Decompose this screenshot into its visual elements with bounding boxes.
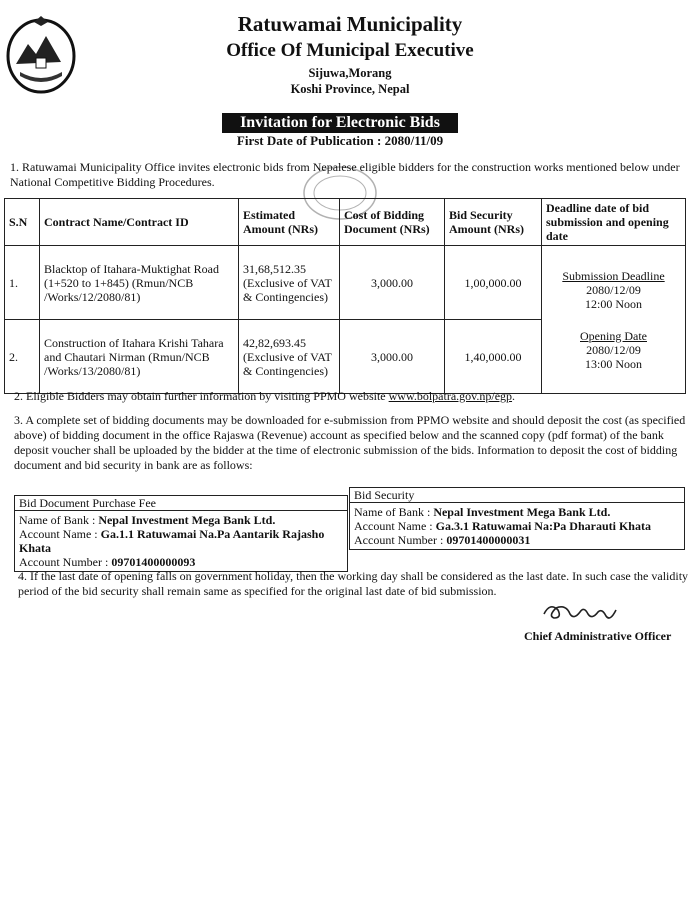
bank-security-number-label: Account Number : bbox=[354, 533, 444, 547]
row-security: 1,40,000.00 bbox=[445, 320, 542, 394]
row-security: 1,00,000.00 bbox=[445, 246, 542, 320]
row-cost: 3,000.00 bbox=[340, 246, 445, 320]
bank-fee-box bbox=[14, 495, 348, 572]
bank-fee-account-value: Ga.1.1 Ratuwamai Na.Pa Aantarik Rajasho Khata bbox=[19, 527, 325, 555]
col-contract: Contract Name/Contract ID bbox=[40, 199, 239, 246]
address-line-1: Sijuwa,Morang bbox=[308, 66, 392, 80]
opening-date: 2080/12/09 bbox=[586, 342, 641, 357]
paragraph-1: 1. Ratuwamai Municipality Office invites electronic bids from Nepalese eligible bidders for the construction works mentioned below under National Competitive Bidding Procedures. bbox=[10, 160, 680, 189]
paragraph-3: 3. A complete set of bidding documents may be downloaded for e-submission from PPMO website and should deposit the cost (as specified above) of bidding document in the office Rajaswa (Revenue) account as specified below and the scanned copy (pdf format) of the bank deposit voucher shall be uploaded by the bidder at the time of electronic submission of the bids. Information to deposit the cost of bidding document and bid security in bank are as follows: bbox=[14, 413, 686, 472]
bids-table bbox=[4, 198, 686, 394]
bank-fee-account-label: Account Name : bbox=[19, 527, 98, 541]
paragraph-2-end: . bbox=[512, 389, 516, 403]
publication-date: First Date of Publication : 2080/11/09 bbox=[236, 133, 444, 148]
paragraph-2 bbox=[14, 389, 690, 404]
row-estimate: 31,68,512.35 (Exclusive of VAT & Contingencies) bbox=[239, 246, 340, 320]
table-header-row bbox=[5, 199, 686, 246]
row-estimate: 42,82,693.45 (Exclusive of VAT & Contingencies) bbox=[239, 320, 340, 394]
office-name: Office Of Municipal Executive bbox=[226, 40, 474, 61]
bank-security-box bbox=[349, 487, 685, 550]
deadline-cell bbox=[542, 246, 686, 394]
paragraph-4: 4. If the last date of opening falls on government holiday, then the working day shall be considered as the last date. In such case the validity period of the bid security shall remain same as specified for the original last date of bid submission. bbox=[18, 569, 689, 598]
row-contract-name: Blacktop of Itahara-Muktighat Road (1+520 to 1+845) (Rmun/NCB /Works/12/2080/81) bbox=[40, 246, 239, 320]
col-estimate: Estimated Amount (NRs) bbox=[239, 199, 340, 246]
col-security: Bid Security Amount (NRs) bbox=[445, 199, 542, 246]
opening-time: 13:00 Noon bbox=[585, 356, 642, 371]
col-cost: Cost of Bidding Document (NRs) bbox=[340, 199, 445, 246]
paragraph-2-text: 2. Eligible Bidders may obtain further information by visiting PPMO website bbox=[14, 389, 386, 403]
ppmo-link[interactable]: www.bolpatra.gov.np/egp bbox=[388, 389, 513, 403]
bank-security-bank-value: Nepal Investment Mega Bank Ltd. bbox=[433, 505, 611, 519]
submission-time: 12:00 Noon bbox=[585, 296, 642, 311]
submission-date: 2080/12/09 bbox=[586, 282, 641, 297]
row-contract-name: Construction of Itahara Krishi Tahara and Chautari Nirman (Rmun/NCB /Works/13/2080/81) bbox=[40, 320, 239, 394]
bank-fee-heading: Bid Document Purchase Fee bbox=[15, 496, 347, 511]
opening-label: Opening Date bbox=[580, 328, 647, 343]
col-deadline: Deadline date of bid submission and opening date bbox=[542, 199, 686, 246]
row-sn: 1. bbox=[5, 246, 40, 320]
col-sn: S.N bbox=[5, 199, 40, 246]
signatory-title: Chief Administrative Officer bbox=[524, 629, 672, 643]
bank-fee-bank-value: Nepal Investment Mega Bank Ltd. bbox=[98, 513, 276, 527]
row-cost: 3,000.00 bbox=[340, 320, 445, 394]
bank-security-account-value: Ga.3.1 Ratuwamai Na:Pa Dharauti Khata bbox=[435, 519, 651, 533]
bank-security-heading: Bid Security bbox=[350, 488, 684, 503]
address-line-2: Koshi Province, Nepal bbox=[290, 82, 410, 96]
notice-title: Invitation for Electronic Bids bbox=[222, 113, 458, 133]
signature bbox=[540, 600, 620, 624]
bank-security-bank-label: Name of Bank : bbox=[354, 505, 431, 519]
bank-fee-bank-label: Name of Bank : bbox=[19, 513, 96, 527]
org-name: Ratuwamai Municipality bbox=[237, 12, 463, 36]
bank-security-number-value: 09701400000031 bbox=[446, 533, 531, 547]
row-sn: 2. bbox=[5, 320, 40, 394]
municipality-emblem bbox=[6, 14, 76, 96]
bank-security-account-label: Account Name : bbox=[354, 519, 433, 533]
submission-label: Submission Deadline bbox=[562, 268, 665, 283]
bank-fee-number-label: Account Number : bbox=[19, 555, 109, 569]
bank-fee-number-value: 09701400000093 bbox=[111, 555, 196, 569]
table-row bbox=[5, 246, 686, 320]
